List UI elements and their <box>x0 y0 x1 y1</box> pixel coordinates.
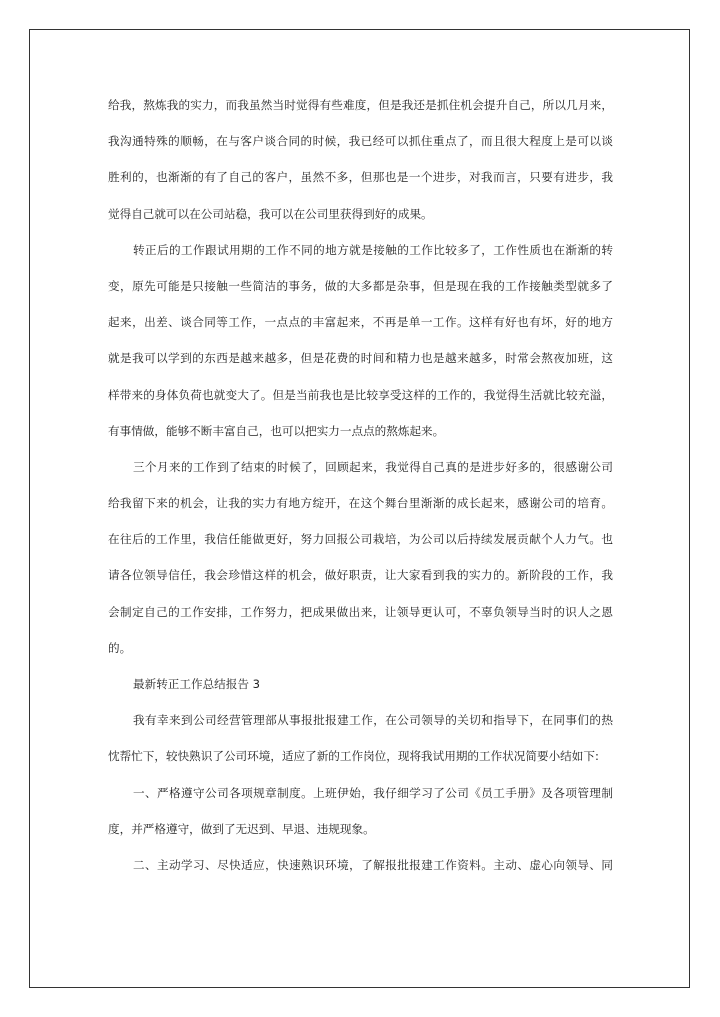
text-line: 三个月来的工作到了结束的时候了，回顾起来，我觉得自己真的是进步好多的，很感谢公司 <box>133 459 613 474</box>
text-line: 给我，熬炼我的实力，而我虽然当时觉得有些难度，但是我还是抓住机会提升自己，所以几月来， <box>108 98 613 112</box>
text-line: 的。 <box>108 640 132 655</box>
text-line: 胜利的，也渐渐的有了自己的客户，虽然不多，但那也是一个进步，对我而言，只要有进步，我 <box>108 170 613 185</box>
text-line: 会制定自己的工作安排，工作努力，把成果做出来，让领导更认可，不辜负领导当时的识人之恩 <box>108 604 613 619</box>
text-line: 转正后的工作跟试用期的工作不同的地方就是接触的工作比较多了，工作性质也在渐渐的转 <box>133 242 613 257</box>
text-line: 起来，出差、谈合同等工作，一点点的丰富起来，不再是单一工作。这样有好也有坏，好的地方 <box>108 315 613 330</box>
text-line: 我有幸来到公司经营管理部从事报批报建工作，在公司领导的关切和指导下，在同事们的热 <box>133 713 613 728</box>
text-line: 给我留下来的机会，让我的实力有地方绽开，在这个舞台里渐渐的成长起来，感谢公司的培育。 <box>108 496 613 511</box>
text-line: 忱帮忙下，较快熟识了公司环境，适应了新的工作岗位，现将我试用期的工作状况简要小结如下: <box>108 749 599 764</box>
text-line: 在往后的工作里，我信任能做更好，努力回报公司栽培，为公司以后持续发展贡献个人力气。也 <box>108 532 613 547</box>
text-line: 样带来的身体负荷也就变大了。但是当前我也是比较享受这样的工作的，我觉得生活就比较充溢， <box>108 387 613 402</box>
text-line: 度，并严格遵守，做到了无迟到、早退、违规现象。 <box>108 821 375 836</box>
text-line: 请各位领导信任，我会珍惜这样的机会，做好职责，让大家看到我的实力的。新阶段的工作，我 <box>108 568 613 583</box>
text-line: 变，原先可能是只接触一些简洁的事务，做的大多都是杂事，但是现在我的工作接触类型就多了 <box>108 278 613 293</box>
document-body <box>108 95 613 891</box>
section-heading: 最新转正工作总结报告 3 <box>133 677 260 691</box>
text-line: 有事情做，能够不断丰富自己，也可以把实力一点点的熬炼起来。 <box>108 423 445 438</box>
text-line: 我沟通特殊的顺畅，在与客户谈合同的时候，我已经可以抓住重点了，而且很大程度上是可以谈 <box>108 134 613 149</box>
text-line: 二、主动学习、尽快适应，快速熟识环境，了解报批报建工作资料。主动、虚心向领导、同 <box>133 857 613 872</box>
text-line: 就是我可以学到的东西是越来越多，但是花费的时间和精力也是越来越多，时常会熬夜加班，这 <box>108 351 613 366</box>
text-line: 一、严格遵守公司各项规章制度。上班伊始，我仔细学习了公司《员工手册》及各项管理制 <box>133 785 613 800</box>
text-line: 觉得自己就可以在公司站稳，我可以在公司里获得到好的成果。 <box>108 206 433 221</box>
